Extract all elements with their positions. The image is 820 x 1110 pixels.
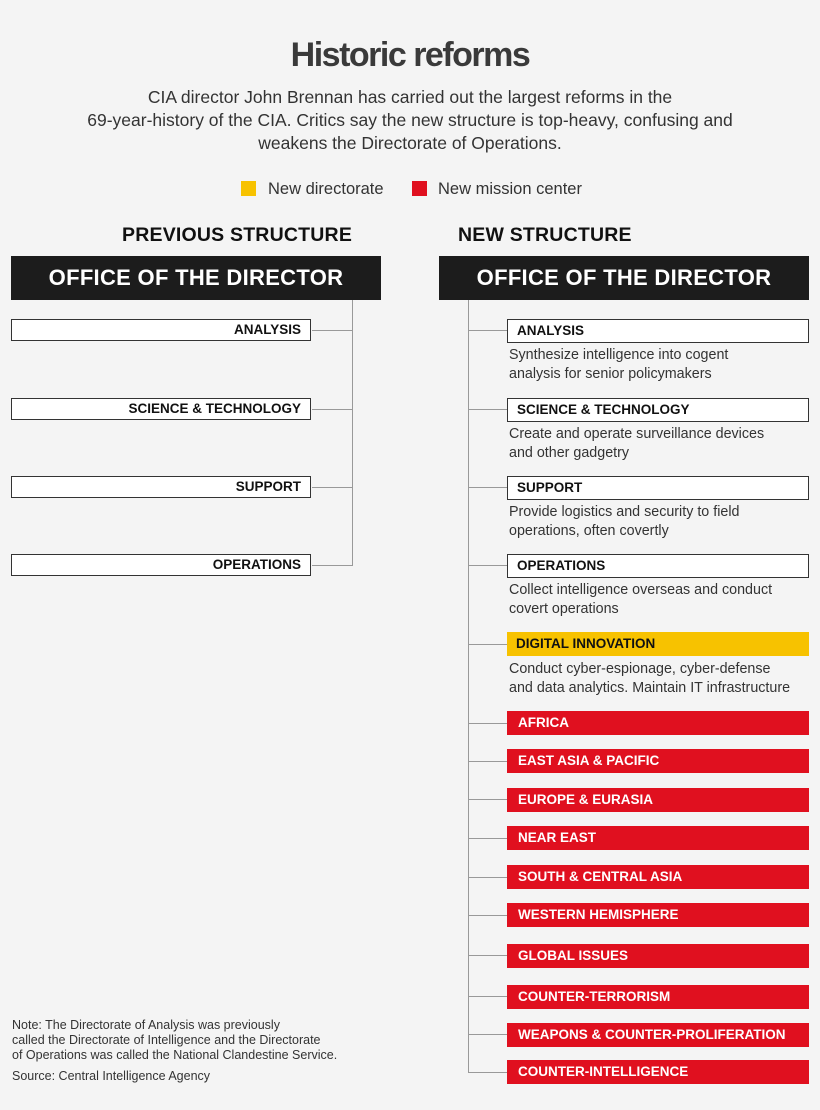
footnote-line: Note: The Directorate of Analysis was previously	[12, 1018, 280, 1032]
legend-red-swatch	[412, 181, 427, 196]
previous-connector	[312, 330, 353, 331]
footnote	[12, 1018, 392, 1063]
subtitle	[40, 86, 780, 155]
previous-office-of-director: OFFICE OF THE DIRECTOR	[11, 256, 381, 300]
legend-yellow-swatch	[241, 181, 256, 196]
mission-center-global-issues: GLOBAL ISSUES	[507, 944, 809, 968]
new-connector	[468, 838, 507, 839]
legend-new-mission-center: New mission center	[438, 180, 582, 198]
mission-center-weapons-counter-proliferation: WEAPONS & COUNTER-PROLIFERATION	[507, 1023, 809, 1047]
new-operations: OPERATIONS	[507, 554, 809, 578]
mission-center-east-asia-pacific: EAST ASIA & PACIFIC	[507, 749, 809, 773]
mission-center-europe-eurasia: EUROPE & EURASIA	[507, 788, 809, 812]
previous-science-technology: SCIENCE & TECHNOLOGY	[11, 398, 311, 420]
previous-connector	[312, 409, 353, 410]
description-line: Provide logistics and security to field	[509, 504, 740, 520]
new-connector	[468, 1072, 507, 1073]
new-connector	[468, 799, 507, 800]
subtitle-line: CIA director John Brennan has carried out the largest reforms in the	[147, 87, 673, 107]
new-science-technology-description	[509, 425, 814, 463]
new-digital-innovation: DIGITAL INNOVATION	[507, 632, 809, 656]
new-science-technology: SCIENCE & TECHNOLOGY	[507, 398, 809, 422]
new-connector	[468, 1034, 507, 1035]
new-analysis: ANALYSIS	[507, 319, 809, 343]
description-line: Create and operate surveillance devices	[509, 426, 765, 442]
previous-connector	[312, 565, 353, 566]
new-connector	[468, 487, 507, 488]
page-title: Historic reforms	[290, 36, 530, 74]
new-connector	[468, 644, 507, 645]
previous-operations: OPERATIONS	[11, 554, 311, 576]
description-line: analysis for senior policymakers	[509, 366, 712, 382]
description-line: covert operations	[509, 601, 619, 617]
new-connector	[468, 723, 507, 724]
mission-center-counter-terrorism: COUNTER-TERRORISM	[507, 985, 809, 1009]
previous-structure-heading: PREVIOUS STRUCTURE	[122, 224, 353, 246]
subtitle-line: weakens the Directorate of Operations.	[258, 133, 562, 153]
new-connector	[468, 877, 507, 878]
new-connector	[468, 915, 507, 916]
footnote-line: of Operations was called the National Clandestine Service.	[12, 1048, 338, 1062]
source-credit: Source: Central Intelligence Agency	[12, 1069, 211, 1083]
legend-new-directorate: New directorate	[268, 180, 384, 198]
new-support: SUPPORT	[507, 476, 809, 500]
new-analysis-description	[509, 346, 814, 384]
new-digital-innovation-description	[509, 660, 814, 698]
mission-center-near-east: NEAR EAST	[507, 826, 809, 850]
description-line: and data analytics. Maintain IT infrastructure	[509, 680, 791, 696]
footnote-line: called the Directorate of Intelligence and the Directorate	[12, 1033, 321, 1047]
description-line: Collect intelligence overseas and conduct	[509, 582, 773, 598]
new-connector	[468, 996, 507, 997]
new-connector	[468, 330, 507, 331]
previous-support: SUPPORT	[11, 476, 311, 498]
mission-center-south-central-asia: SOUTH & CENTRAL ASIA	[507, 865, 809, 889]
new-support-description	[509, 503, 814, 541]
new-structure-heading: NEW STRUCTURE	[458, 224, 632, 246]
description-line: Synthesize intelligence into cogent	[509, 347, 729, 363]
new-connector	[468, 761, 507, 762]
new-operations-description	[509, 581, 814, 619]
mission-center-africa: AFRICA	[507, 711, 809, 735]
previous-connector	[312, 487, 353, 488]
new-connector	[468, 955, 507, 956]
mission-center-western-hemisphere: WESTERN HEMISPHERE	[507, 903, 809, 927]
description-line: operations, often covertly	[509, 523, 669, 539]
mission-center-counter-intelligence: COUNTER-INTELLIGENCE	[507, 1060, 809, 1084]
new-connector	[468, 409, 507, 410]
description-line: Conduct cyber-espionage, cyber-defense	[509, 661, 771, 677]
description-line: and other gadgetry	[509, 445, 630, 461]
new-connector	[468, 565, 507, 566]
subtitle-line: 69-year-history of the CIA. Critics say the new structure is top-heavy, confusing and	[87, 110, 733, 130]
new-trunk-line	[468, 300, 469, 1072]
previous-analysis: ANALYSIS	[11, 319, 311, 341]
previous-trunk-line	[352, 300, 353, 566]
new-office-of-director: OFFICE OF THE DIRECTOR	[439, 256, 809, 300]
